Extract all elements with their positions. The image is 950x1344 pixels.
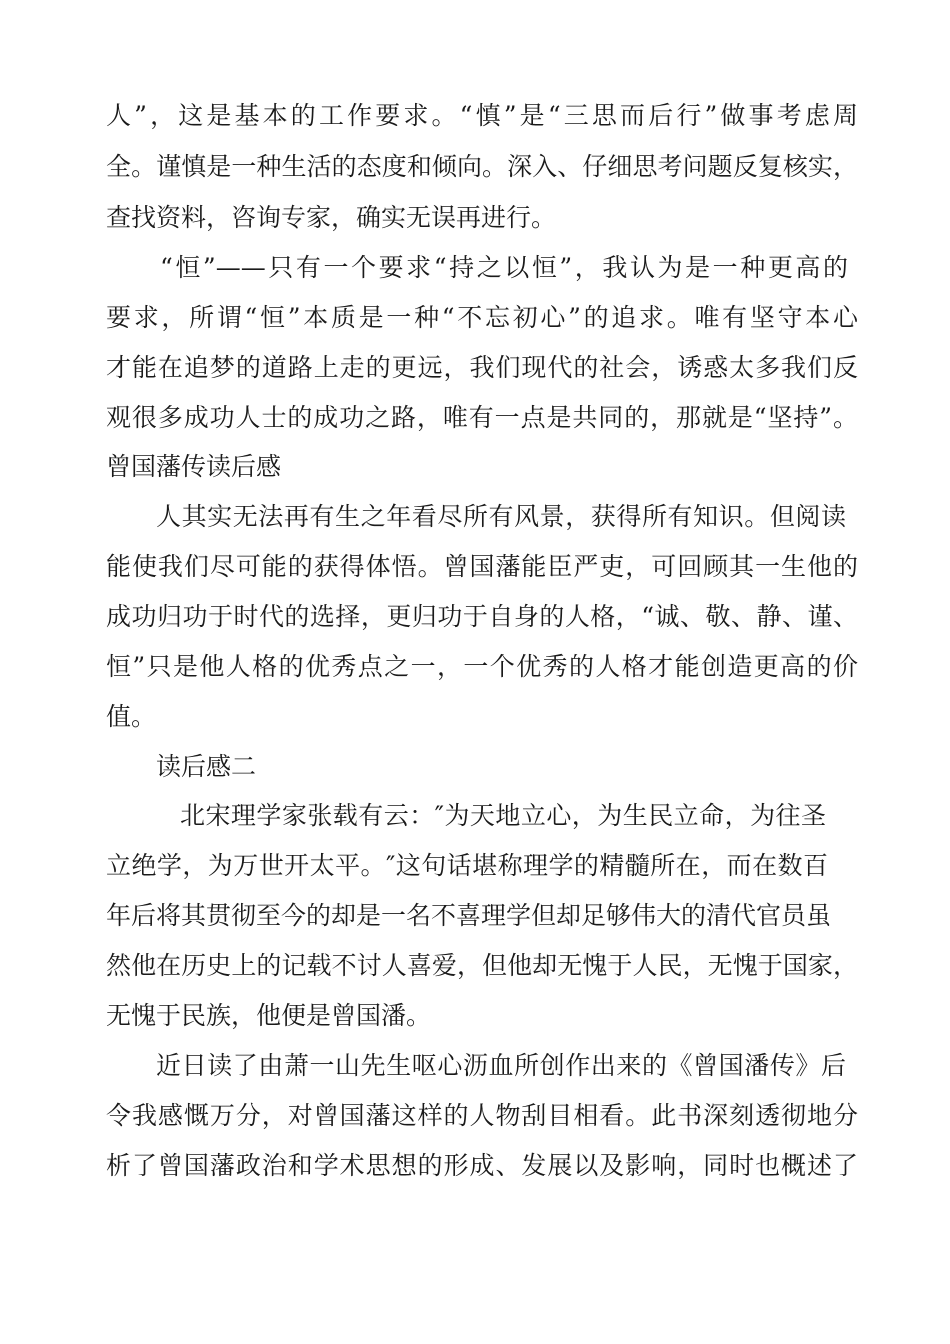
text-line: 值。: [106, 702, 157, 731]
text-line: 近日读了由萧一山先生呕心沥血所创作出来的《曾国潘传》后: [156, 1051, 846, 1080]
section-heading: 曾国藩传读后感: [106, 452, 282, 481]
text-line: 观很多成功人士的成功之路，唯有一点是共同的，那就是“坚持”。: [106, 403, 858, 432]
text-line: 成功归功于时代的选择，更归功于自身的人格，“诚、敬、静、谨、: [106, 602, 858, 631]
text-line: 人其实无法再有生之年看尽所有风景，获得所有知识。但阅读: [156, 502, 846, 531]
section-heading: 读后感二: [156, 752, 257, 781]
text-line: 查找资料，咨询专家，确实无误再进行。: [106, 203, 557, 232]
text-line: 恒”只是他人格的优秀点之一，一个优秀的人格才能创造更高的价: [106, 652, 858, 681]
text-line: 北宋理学家张载有云：″为天地立心，为生民立命，为往圣: [180, 801, 826, 830]
text-line: “恒”——只有一个要求“持之以恒”，我认为是一种更高的: [160, 253, 848, 282]
text-line: 人”，这是基本的工作要求。“慎”是“三思而后行”做事考虑周: [106, 101, 858, 130]
text-line: 令我感慨万分，对曾国藩这样的人物刮目相看。此书深刻透彻地分: [106, 1101, 858, 1130]
text-line: 年后将其贯彻至今的却是一名不喜理学但却足够伟大的清代官员虽: [106, 901, 832, 930]
text-line: 然他在历史上的记载不讨人喜爱，但他却无愧于人民，无愧于国家，: [106, 951, 858, 980]
text-line: 立绝学，为万世开太平。″这句话堪称理学的精髓所在，而在数百: [106, 851, 828, 880]
text-line: 析了曾国藩政治和学术思想的形成、发展以及影响，同时也概述了: [106, 1151, 858, 1180]
text-line: 全。谨慎是一种生活的态度和倾向。深入、仔细思考问题反复核实，: [106, 152, 858, 181]
text-line: 无愧于民族，他便是曾国潘。: [106, 1001, 432, 1030]
text-line: 要求，所谓“恒”本质是一种“不忘初心”的追求。唯有坚守本心: [106, 303, 858, 332]
text-line: 才能在追梦的道路上走的更远，我们现代的社会，诱惑太多我们反: [106, 353, 858, 382]
text-line: 能使我们尽可能的获得体悟。曾国藩能臣严吏，可回顾其一生他的: [106, 552, 858, 581]
